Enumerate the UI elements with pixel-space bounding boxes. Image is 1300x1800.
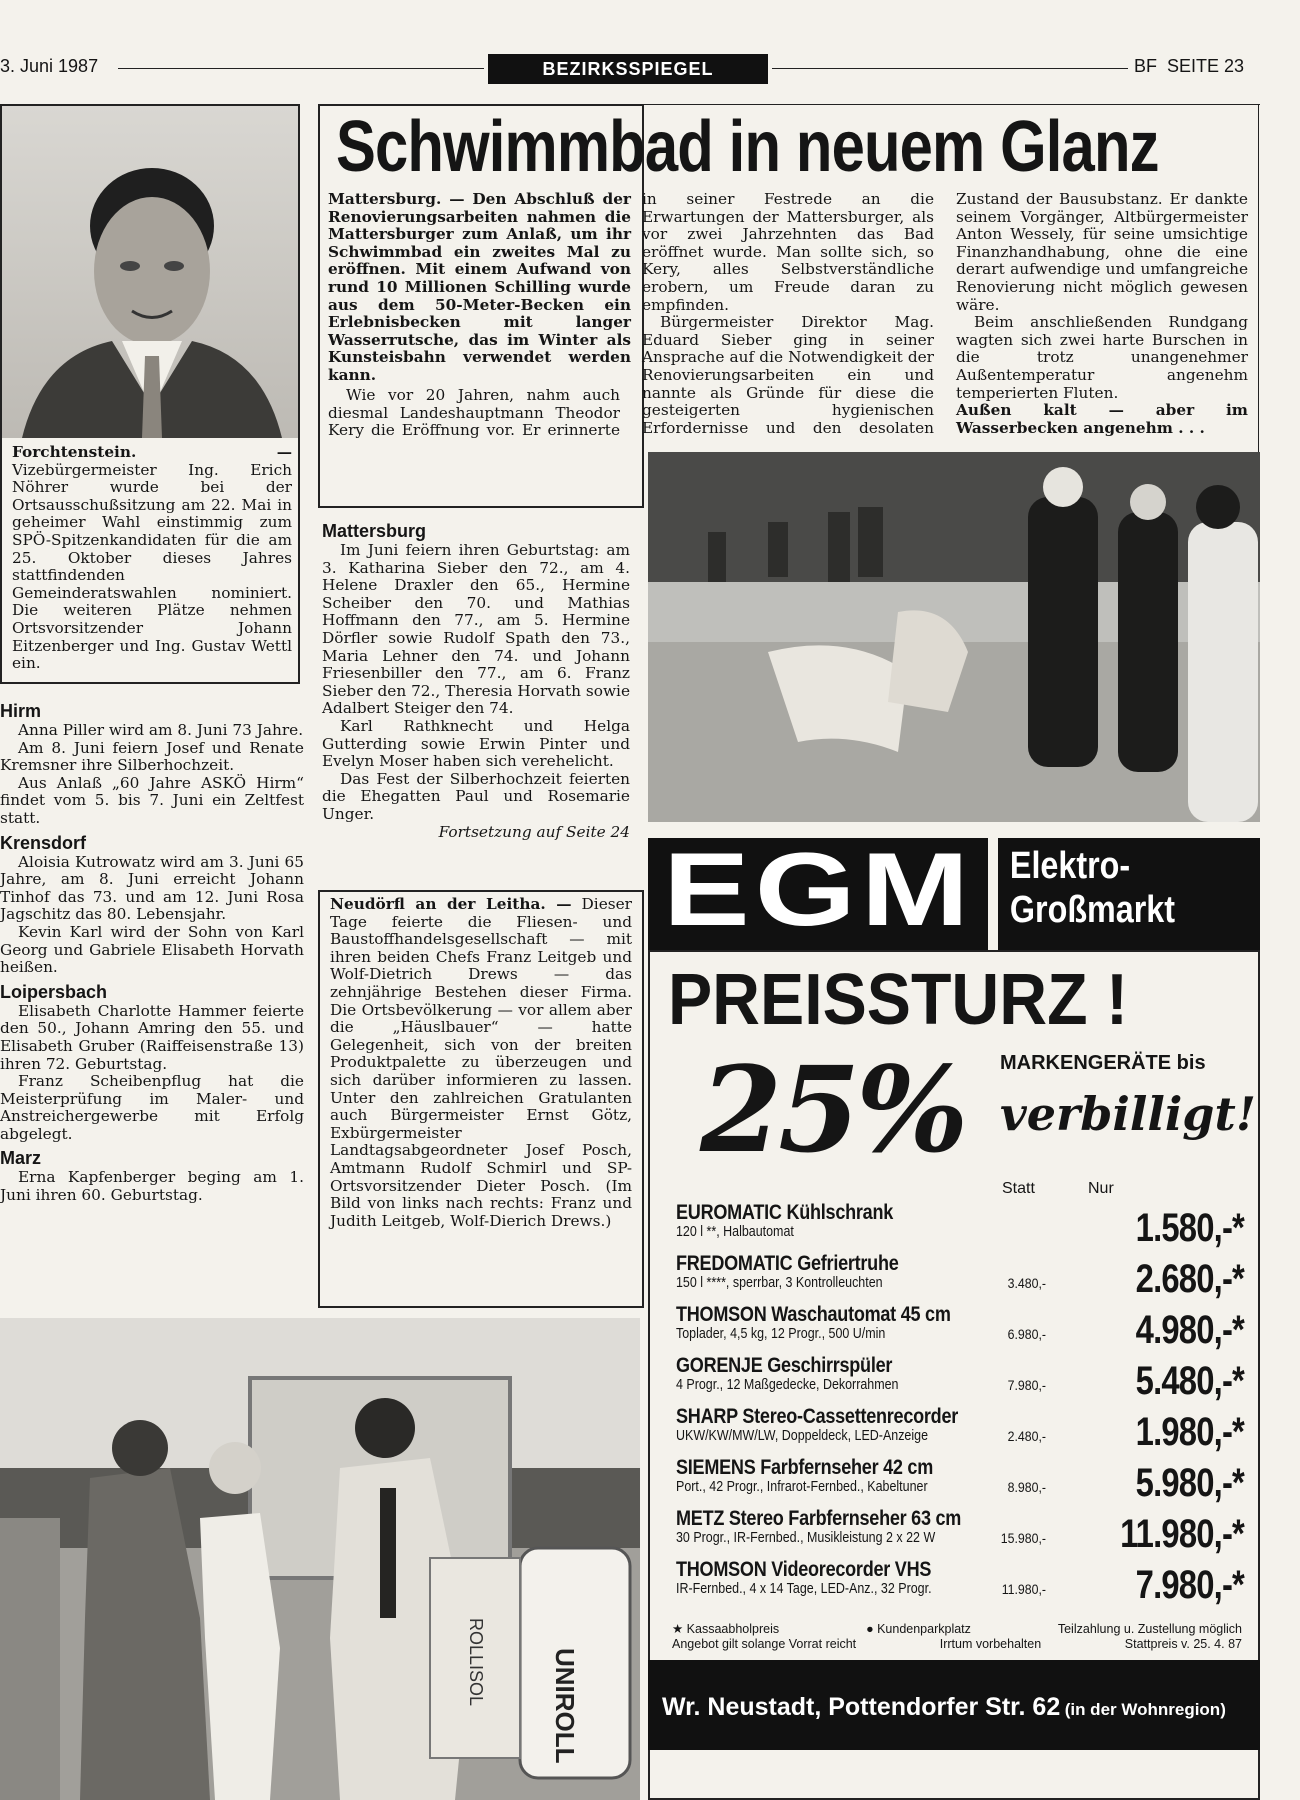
ad-item <box>676 1355 1246 1406</box>
left-column <box>0 700 304 1205</box>
ad-item-desc: Toplader, 4,5 kg, 12 Progr., 500 U/min <box>676 1326 886 1342</box>
article-top-rule <box>644 104 1260 105</box>
mattersburg-section <box>322 520 630 841</box>
paragraph: Erna Kapfenberger beging am 1. Juni ihren 60. Geburtstag. <box>0 1168 304 1205</box>
ad-item-new-price: 4.980,-* <box>1135 1308 1244 1352</box>
ad-item-old-price: 8.980,- <box>1007 1479 1046 1495</box>
paragraph: Elisabeth Charlotte Hammer feierte den 50., Johann Amring den 55. und Elisabeth Gruber (Raiffeisenstraße 13) ihren 72. Geburtstag. <box>0 1001 304 1073</box>
pool-image <box>648 452 1260 822</box>
ad-markengeraete: MARKENGERÄTE bis <box>1000 1052 1206 1074</box>
ad-foot-kassa: ★ Kassaabholpreis <box>672 1622 780 1636</box>
ad-item-desc: 30 Progr., IR-Fernbed., Musikleistung 2 x 22 W <box>676 1530 936 1546</box>
ad-item <box>676 1202 1246 1253</box>
ad-verbilligt: verbilligt! <box>1000 1087 1256 1141</box>
shop-photo <box>0 1318 640 1800</box>
ad-item-new-price: 1.580,-* <box>1135 1206 1244 1250</box>
neudoerfl-text <box>330 896 632 1230</box>
paragraph: Aloisia Kutrowatz wird am 3. Juni 65 Jahre, am 8. Juni erreicht Johann Tinhof das 73. und am 12. Juni Rosa Jagschitz das 80. Lebensjahr. <box>0 852 304 924</box>
ad-footer <box>672 1622 1242 1652</box>
ad-item-old-price: 2.480,- <box>1007 1428 1046 1444</box>
article-p1: Wie vor 20 Jahren, nahm auch diesmal Landeshauptmann Theodor Kery die Eröffnung vor. Er erinnerte in seiner Festrede an die Erwartungen der Mattersburger, als vor zwei Jahrzehnten das Bad eröffnet wurde. Man sollte sich, so Kery, alles Selbstverständliche erobern, um Freude daran zu empfinden. <box>328 190 934 440</box>
ad-address-bar <box>648 1660 1260 1750</box>
unirol-label: UNIROLL <box>550 1648 580 1764</box>
paragraph: Kevin Karl wird der Sohn von Karl Georg und Gabriele Elisabeth Horvath heißen. <box>0 922 304 977</box>
continuation-note: Fortsetzung auf Seite 24 <box>438 822 630 841</box>
egm-logo <box>648 832 988 950</box>
ad-item <box>676 1559 1246 1610</box>
egm-logo-sub <box>998 838 1260 950</box>
ad-item <box>676 1508 1246 1559</box>
ad-item-name: SIEMENS Farbfernseher 42 cm <box>676 1456 934 1479</box>
ad-item-new-price: 5.480,-* <box>1135 1359 1244 1403</box>
header-rule-left <box>118 68 484 69</box>
ad-col-statt: Statt <box>1002 1180 1035 1197</box>
ad-item-name: EUROMATIC Kühlschrank <box>676 1201 894 1224</box>
ad-foot-stock: Angebot gilt solange Vorrat reicht <box>672 1637 857 1651</box>
article-p2: Bürgermeister Direktor Mag. Eduard Sieber ging in seiner Ansprache auf die Notwendigkeit der Renovierungsarbeiten ein und nannte als Gründe für diese die gesteigerten hygienischen Erfordernisse und den desolaten Zustand der Bausubstanz. Er dankte seinem Vorgänger, Altbürgermeister Anton Wessely, für seine umsichtige Finanzhandhabung, ohne die eine derart aufwendige und umfangreiche Renovierung nicht möglich gewesen wäre. <box>642 190 1248 437</box>
egm-sub-1: Elektro- <box>1009 845 1131 887</box>
ad-item-list <box>676 1202 1246 1610</box>
section-heading-mattersburg: Mattersburg <box>322 521 427 541</box>
portrait-image <box>2 106 298 438</box>
ad-item-old-price: 11.980,- <box>1001 1581 1046 1597</box>
header-page: BF SEITE 23 <box>1134 56 1245 76</box>
section-heading-hirm: Hirm <box>0 701 42 721</box>
portrait-photo <box>2 106 298 438</box>
article-caption: Außen kalt — aber im Wasserbecken angenehm . . . <box>956 401 1248 437</box>
header-date: 3. Juni 1987 <box>0 56 99 76</box>
ad-item-name: FREDOMATIC Gefriertruhe <box>676 1252 899 1275</box>
ad-item-desc: IR-Fernbed., 4 x 14 Tage, LED-Anz., 32 Progr. <box>676 1581 932 1597</box>
ad-item-desc: Port., 42 Progr., Infrarot-Fernbed., Kabeltuner <box>676 1479 928 1495</box>
neudoerfl-body: Dieser Tage feierte die Fliesen- und Baustoffhandelsgesellschaft — mit ihren beiden Chefs Franz Leitgeb und Wolf-Dietrich Drews — das zehnjährige Bestehen dieser Firma. Die Ortsbevölkerung — vor allem aber die „Häuslbauer“ — hatte Gelegenheit, sich von der breiten Produktpalette zu überzeugen und sich darüber informieren zu lassen. Unter den zahlreichen Gratulanten auch Bürgermeister Ernst Götz, Exbürgermeister Landtagsabgeordneter Josef Posch, Amtmann Rudolf Schmirl und SP-Ortsvorsitzender Dieter Posch. (Im Bild von links nach rechts: Franz und Judith Leitgeb, Wolf-Dierich Drews.) <box>330 895 632 1230</box>
ad-foot-parking: ● Kundenparkplatz <box>866 1622 971 1636</box>
ad-item-desc: 4 Progr., 12 Maßgedecke, Dekorrahmen <box>676 1377 899 1393</box>
article-right-rule <box>1258 104 1259 456</box>
ad-item-new-price: 1.980,-* <box>1135 1410 1244 1454</box>
paragraph: Im Juni feiern ihren Geburtstag: am 3. Katharina Sieber den 72., am 4. Helene Draxler den 65., Hermine Scheiber den 70. und Mathias Hoffmann den 77., am 5. Hermine Dörfler sowie Rudolf Spath den 73., Maria Lehner den 74. und Johann Friesenbiller den 77., am 6. Franz Sieber den 72., Theresia Horvath sowie Adalbert Steiger den 74. <box>322 541 630 718</box>
ad-item-old-price: 3.480,- <box>1007 1275 1046 1291</box>
portrait-caption-place: Forchtenstein. — <box>12 443 292 461</box>
section-heading-krensdorf: Krensdorf <box>0 832 87 853</box>
paragraph: Franz Scheibenpflug hat die Meisterprüfung im Maler- und Anstreichergewerbe mit Erfolg abgelegt. <box>0 1072 304 1143</box>
ad-item <box>676 1304 1246 1355</box>
ad-address <box>648 1660 1260 1722</box>
ad-item-old-price: 6.980,- <box>1007 1326 1046 1342</box>
ad-item-name: METZ Stereo Farbfernseher 63 cm <box>676 1507 962 1530</box>
ad-item-old-price: 15.980,- <box>1000 1530 1046 1546</box>
header-rule-right <box>772 68 1128 69</box>
rollisol-label: ROLLISOL <box>466 1618 486 1707</box>
ad-item-name: GORENJE Geschirrspüler <box>676 1354 893 1377</box>
headline: Schwimmbad in neuem Glanz <box>336 107 1159 187</box>
ad-foot-reference: Stattpreis v. 25. 4. 87 <box>1124 1637 1242 1651</box>
header-section-box <box>488 54 768 84</box>
shop-image <box>0 1318 640 1800</box>
ad-headline: PREISSTURZ ! <box>668 960 1129 1040</box>
ad-item-new-price: 5.980,-* <box>1135 1461 1244 1505</box>
article-lead: Mattersburg. — Den Abschluß der Renovierungsarbeiten nahmen die Mattersburger zum Anlaß, um ihr Schwimmbad ein zweites Mal zu eröffnen. Mit einem Aufwand von rund 10 Millionen Schilling wurde aus dem 50-Meter-Becken ein Erlebnisbecken mit langer Wasserrutsche, das im Winter als Kunsteisbahn verwendet werden kann. <box>328 190 631 384</box>
pool-photo <box>648 452 1260 822</box>
ad-col-nur: Nur <box>1088 1180 1114 1197</box>
paragraph: Am 8. Juni feiern Josef und Renate Kremsner ihre Silberhochzeit. <box>0 738 304 775</box>
ad-item-desc: 120 l **, Halbautomat <box>676 1224 794 1240</box>
ad-item <box>676 1457 1246 1508</box>
header-section: BEZIRKSSPIEGEL <box>542 59 714 79</box>
egm-sub-2: Großmarkt <box>1009 889 1176 931</box>
egm-logo-text: EGM <box>663 832 975 948</box>
ad-item-new-price: 2.680,-* <box>1135 1257 1244 1301</box>
article-body <box>328 191 1248 448</box>
ad-item-name: THOMSON Videorecorder VHS <box>676 1558 932 1581</box>
article-p3: Beim anschließenden Rundgang wagten sich zwei harte Burschen in die trotz unangenehmer Außentemperatur angenehm temperierten Fluten. <box>956 313 1248 402</box>
ad-address-text: Wr. Neustadt, Pottendorfer Str. 62 <box>662 1693 1061 1721</box>
section-heading-loipersbach: Loipersbach <box>0 981 108 1002</box>
portrait-caption-text: Vizebürgermeister Ing. Erich Nöhrer wurde bei der Ortsausschußsitzung am 22. Mai in geheimer Wahl einstimmig zum SPÖ-Spitzenkandidaten für die am 25. Oktober dieses Jahres stattfindenden Gemeinderatswahlen nominiert. Die weiteren Plätze nehmen Ortsvorsitzender Johann Eitzenberger und Ing. Gustav Wettl ein. <box>12 460 292 673</box>
paragraph: Aus Anlaß „60 Jahre ASKÖ Hirm“ findet vom 5. bis 7. Juni ein Zeltfest statt. <box>0 773 304 827</box>
ad-percent: 25% <box>700 1040 965 1179</box>
ad-item <box>676 1253 1246 1304</box>
paragraph: Das Fest der Silberhochzeit feierten die Ehegatten Paul und Rosemarie Unger. <box>322 769 630 823</box>
ad-item-new-price: 11.980,-* <box>1120 1512 1244 1556</box>
ad-item-name: THOMSON Waschautomat 45 cm <box>676 1303 951 1326</box>
ad-item-name: SHARP Stereo-Cassettenrecorder <box>676 1405 958 1428</box>
ad-foot-delivery: Teilzahlung u. Zustellung möglich <box>1057 1622 1242 1636</box>
ad-foot-error: Irrtum vorbehalten <box>939 1637 1042 1651</box>
ad-item-new-price: 7.980,-* <box>1135 1563 1244 1607</box>
ad-item <box>676 1406 1246 1457</box>
paragraph: Anna Piller wird am 8. Juni 73 Jahre. <box>18 721 304 739</box>
ad-item-old-price: 7.980,- <box>1007 1377 1046 1393</box>
ad-address-note: (in der Wohnregion) <box>1064 1700 1226 1719</box>
neudoerfl-place: Neudörfl an der Leitha. — <box>330 895 572 913</box>
paragraph: Karl Rathknecht und Helga Gutterding sowie Erwin Pinter und Evelyn Moser haben sich verehelicht. <box>322 716 630 771</box>
portrait-caption <box>12 444 292 673</box>
section-heading-marz: Marz <box>0 1148 42 1169</box>
ad-item-desc: UKW/KW/MW/LW, Doppeldeck, LED-Anzeige <box>676 1428 929 1444</box>
ad-item-desc: 150 l ****, sperrbar, 3 Kontrolleuchten <box>676 1275 883 1291</box>
